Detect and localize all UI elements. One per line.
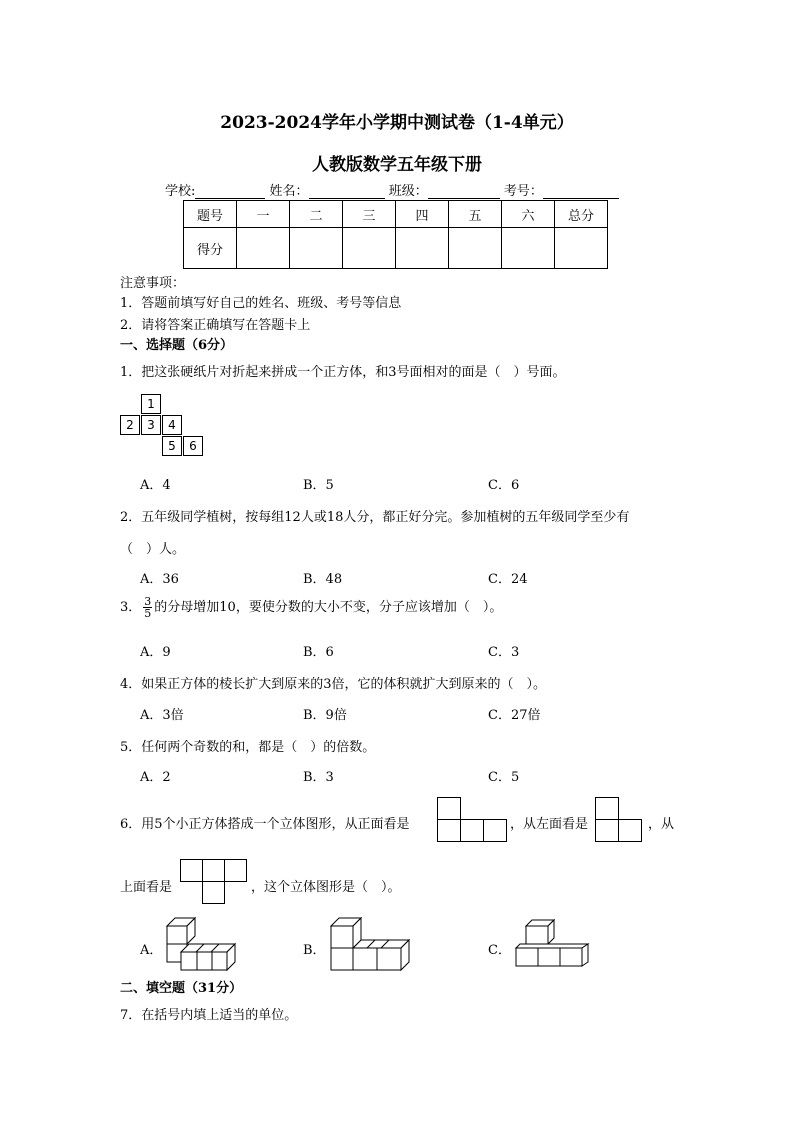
q6-text-part4: 上面看是 [120, 880, 173, 895]
q1-text: 1．把这张硬纸片对折起来拼成一个正方体，和3号面相对的面是（ ）号面。 [120, 365, 566, 380]
q3-text [120, 596, 502, 619]
score-table-score-row [184, 228, 608, 269]
notice-item: 2．请将答案正确填写在答题卡上 [120, 318, 311, 333]
q6-text-part3: ，从 [648, 817, 675, 832]
q5-text: 5．任何两个奇数的和，都是（ ）的倍数。 [120, 740, 376, 755]
q3-option-c[interactable]: C．3 [488, 645, 520, 660]
score-header-cell: 二 [290, 201, 343, 228]
net-face: 2 [120, 415, 140, 435]
q6-option-c[interactable]: C． [488, 943, 511, 958]
school-field[interactable] [195, 185, 265, 199]
front-view-figure [437, 797, 507, 845]
q6-option-b[interactable]: B． [303, 943, 326, 958]
school-label: 学校: [165, 184, 196, 199]
q2-text-cont: （ ）人。 [120, 542, 186, 557]
score-header-cell: 总分 [555, 201, 608, 228]
q2-option-b[interactable]: B．48 [303, 572, 343, 587]
class-field[interactable] [428, 185, 500, 199]
name-field[interactable] [309, 185, 385, 199]
name-label: 姓名： [269, 184, 309, 199]
q6-text-part5: ，这个立体图形是（ ）。 [251, 880, 401, 895]
q4-option-b[interactable]: B．9倍 [303, 708, 347, 723]
score-cell[interactable] [343, 228, 396, 269]
q3-option-a[interactable]: A．9 [140, 645, 171, 660]
score-header-cell: 五 [449, 201, 502, 228]
q2-option-c[interactable]: C．24 [488, 572, 528, 587]
section2-title: 二、填空题（31分） [120, 981, 243, 996]
score-table [183, 200, 608, 269]
score-cell[interactable] [555, 228, 608, 269]
score-header-cell: 四 [396, 201, 449, 228]
q3-prefix: 3． [120, 600, 142, 615]
score-cell[interactable] [449, 228, 502, 269]
fraction-numerator: 3 [144, 595, 152, 608]
q6-text-part2: ，从左面看是 [510, 817, 589, 832]
score-header-cell: 六 [502, 201, 555, 228]
page-title: 2023-2024学年小学期中测试卷（1-4单元） [220, 113, 574, 133]
score-header-cell: 一 [237, 201, 290, 228]
page-subtitle: 人教版数学五年级下册 [312, 155, 482, 175]
score-cell[interactable] [396, 228, 449, 269]
left-view-figure [595, 797, 645, 845]
q3-suffix: 的分母增加10，要使分数的大小不变，分子应该增加（ ）。 [154, 600, 503, 615]
q1-option-c[interactable]: C．6 [488, 478, 520, 493]
score-row-label: 得分 [184, 228, 237, 269]
score-header-cell: 题号 [184, 201, 237, 228]
q4-option-a[interactable]: A．3倍 [140, 708, 184, 723]
exam-no-label: 考号： [503, 184, 543, 199]
net-face: 3 [141, 415, 161, 435]
section1-title: 一、选择题（6分） [120, 338, 234, 353]
q2-text: 2．五年级同学植树，按每组12人或18人分，都正好分完。参加植树的五年级同学至少有 [120, 510, 630, 525]
fraction-denominator: 5 [144, 607, 152, 620]
q6-option-a[interactable]: A． [140, 943, 163, 958]
q4-option-c[interactable]: C．27倍 [488, 708, 541, 723]
q1-option-a[interactable]: A．4 [140, 478, 171, 493]
option-b-solid-figure [329, 916, 419, 974]
option-a-solid-figure [165, 916, 245, 972]
q4-text: 4．如果正方体的棱长扩大到原来的3倍，它的体积就扩大到原来的（ ）。 [120, 677, 547, 692]
notice-item: 1．答题前填写好自己的姓名、班级、考号等信息 [120, 296, 402, 311]
net-face: 5 [162, 436, 182, 456]
q5-option-c[interactable]: C．5 [488, 770, 520, 785]
net-face: 4 [162, 415, 182, 435]
student-info-line [165, 180, 619, 199]
notice-heading: 注意事项： [120, 276, 186, 291]
q5-option-b[interactable]: B．3 [303, 770, 334, 785]
net-face: 1 [141, 394, 161, 414]
score-cell[interactable] [290, 228, 343, 269]
q2-option-a[interactable]: A．36 [140, 572, 179, 587]
q6-text-part1: 6．用5个小正方体搭成一个立体图形，从正面看是 [120, 817, 410, 832]
exam-no-field[interactable] [543, 185, 619, 199]
score-cell[interactable] [237, 228, 290, 269]
top-view-figure [180, 859, 250, 907]
score-table-header-row [184, 201, 608, 228]
score-cell[interactable] [502, 228, 555, 269]
q7-text: 7．在括号内填上适当的单位。 [120, 1008, 298, 1023]
q3-option-b[interactable]: B．6 [303, 645, 334, 660]
score-header-cell: 三 [343, 201, 396, 228]
q5-option-a[interactable]: A．2 [140, 770, 171, 785]
option-c-solid-figure [514, 916, 594, 972]
net-face: 6 [183, 436, 203, 456]
class-label: 班级： [388, 184, 428, 199]
q1-option-b[interactable]: B．5 [303, 478, 334, 493]
fraction [143, 596, 152, 619]
